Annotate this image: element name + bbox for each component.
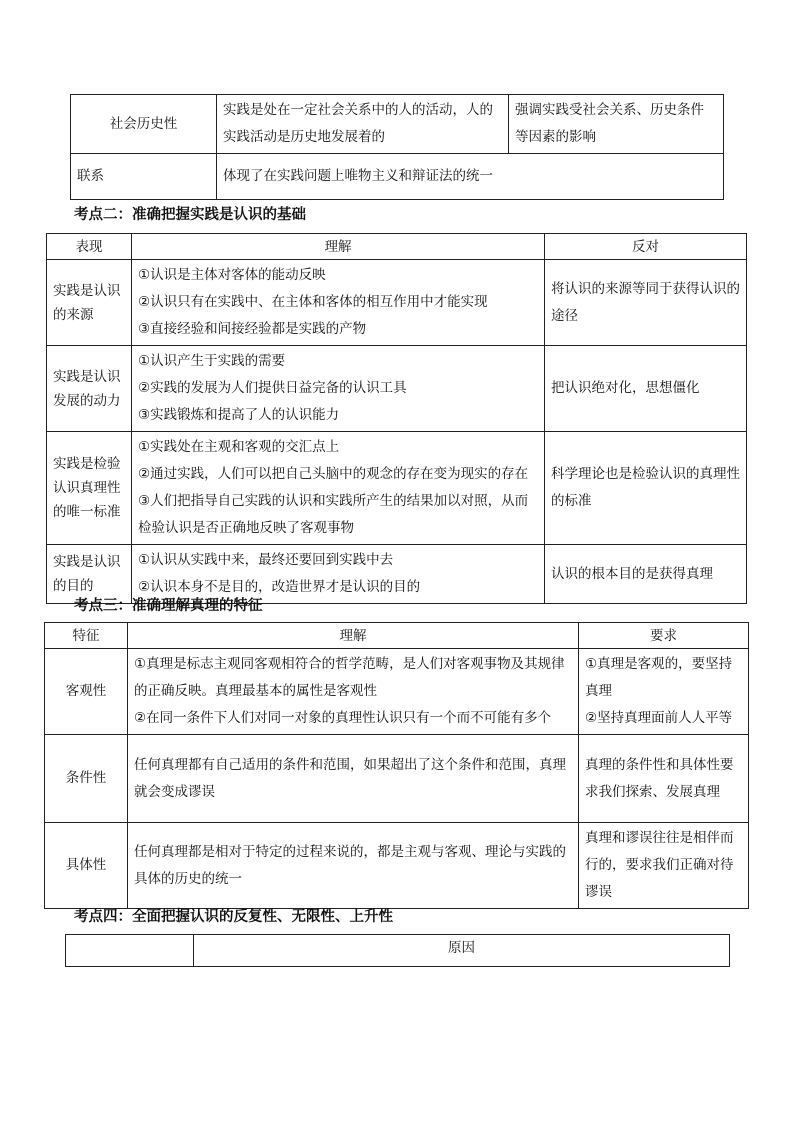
table-practice-features [70, 94, 724, 200]
column-header: 反对 [545, 234, 747, 260]
column-header [66, 935, 194, 967]
table-header-row [45, 623, 749, 649]
row-understanding [128, 823, 579, 909]
row-label: 客观性 [45, 649, 128, 735]
row-content: 体现了在实践问题上唯物主义和辩证法的统一 [217, 154, 724, 200]
point-line: 真理和谬误往往是相伴而行的，要求我们正确对待谬误 [585, 830, 734, 900]
point-line: ①认识是主体对客体的能动反映 [138, 267, 326, 283]
table-row [47, 432, 747, 545]
table-row [71, 154, 724, 200]
point-line: 任何真理都有自己适用的条件和范围，如果超出了这个条件和范围，真理就会变成谬误 [134, 756, 566, 800]
row-oppose: 将认识的来源等同于获得认识的途径 [545, 260, 747, 346]
point-line: ②坚持真理面前人人平等 [585, 710, 733, 726]
point-line: 真理的条件性和具体性要求我们探索、发展真理 [585, 756, 734, 800]
section-heading: 考点三：准确理解真理的特征 [74, 598, 263, 614]
row-label: 具体性 [45, 823, 128, 909]
row-understanding [132, 346, 545, 432]
table-practice-basis [46, 233, 747, 604]
point-line: ②认识本身不是目的，改造世界才是认识的目的 [138, 579, 421, 595]
row-understanding [128, 649, 579, 735]
row-oppose: 把认识绝对化，思想僵化 [545, 346, 747, 432]
table-truth-features [44, 622, 749, 909]
row-requirement [579, 735, 749, 823]
point-line: 任何真理都是相对于特定的过程来说的，都是主观与客观、理论与实践的具体的历史的统一 [134, 843, 566, 887]
row-understanding [132, 432, 545, 545]
row-understanding [132, 260, 545, 346]
table-row [45, 823, 749, 909]
row-label: 实践是认识发展的动力 [47, 346, 132, 432]
point-line: ②认识只有在实践中、在主体和客体的相互作用中才能实现 [138, 294, 488, 310]
row-label: 联系 [71, 154, 217, 200]
row-label: 实践是检验认识真理性的唯一标准 [47, 432, 132, 545]
table-row [47, 346, 747, 432]
column-header: 特征 [45, 623, 128, 649]
point-line: ③实践锻炼和提高了人的认识能力 [138, 407, 340, 423]
table-row [45, 649, 749, 735]
row-note: 强调实践受社会关系、历史条件等因素的影响 [509, 95, 724, 154]
row-oppose: 认识的根本目的是获得真理 [545, 545, 747, 604]
row-label: 社会历史性 [71, 95, 217, 154]
point-line: ①真理是客观的，要坚持真理 [585, 656, 733, 699]
row-label: 实践是认识的目的 [47, 545, 132, 604]
table-cognition-process [65, 934, 730, 967]
point-line: ①实践处在主观和客观的交汇点上 [138, 439, 340, 455]
column-header: 要求 [579, 623, 749, 649]
point-line: ②通过实践，人们可以把自己头脑中的观念的存在变为现实的存在③人们把指导自己实践的认识和实践所产生的结果加以对照，从而检验认识是否正确地反映了客观事物 [138, 466, 529, 536]
point-line: ③直接经验和间接经验都是实践的产物 [138, 321, 367, 337]
point-line: ①认识产生于实践的需要 [138, 353, 286, 369]
row-requirement [579, 649, 749, 735]
section-heading: 考点四：全面把握认识的反复性、无限性、上升性 [74, 909, 393, 925]
point-line: ①认识从实践中来，最终还要回到实践中去 [138, 552, 394, 568]
row-content: 实践是处在一定社会关系中的人的活动，人的实践活动是历史地发展着的 [217, 95, 509, 154]
column-header: 理解 [132, 234, 545, 260]
point-line: ①真理是标志主观同客观相符合的哲学范畴，是人们对客观事物及其规律的正确反映。真理最基本的属性是客观性 [134, 656, 565, 699]
column-header: 表现 [47, 234, 132, 260]
table-header-row [66, 935, 730, 967]
row-understanding [128, 735, 579, 823]
table-row [47, 260, 747, 346]
point-line: ②实践的发展为人们提供日益完备的认识工具 [138, 380, 407, 396]
table-row [71, 95, 724, 154]
row-label: 实践是认识的来源 [47, 260, 132, 346]
section-heading: 考点二：准确把握实践是认识的基础 [74, 207, 306, 223]
column-header: 原因 [194, 935, 730, 967]
table-row [45, 735, 749, 823]
point-line: ②在同一条件下人们对同一对象的真理性认识只有一个而不可能有多个 [134, 710, 552, 726]
row-label: 条件性 [45, 735, 128, 823]
table-header-row [47, 234, 747, 260]
row-requirement [579, 823, 749, 909]
row-oppose: 科学理论也是检验认识的真理性的标准 [545, 432, 747, 545]
column-header: 理解 [128, 623, 579, 649]
